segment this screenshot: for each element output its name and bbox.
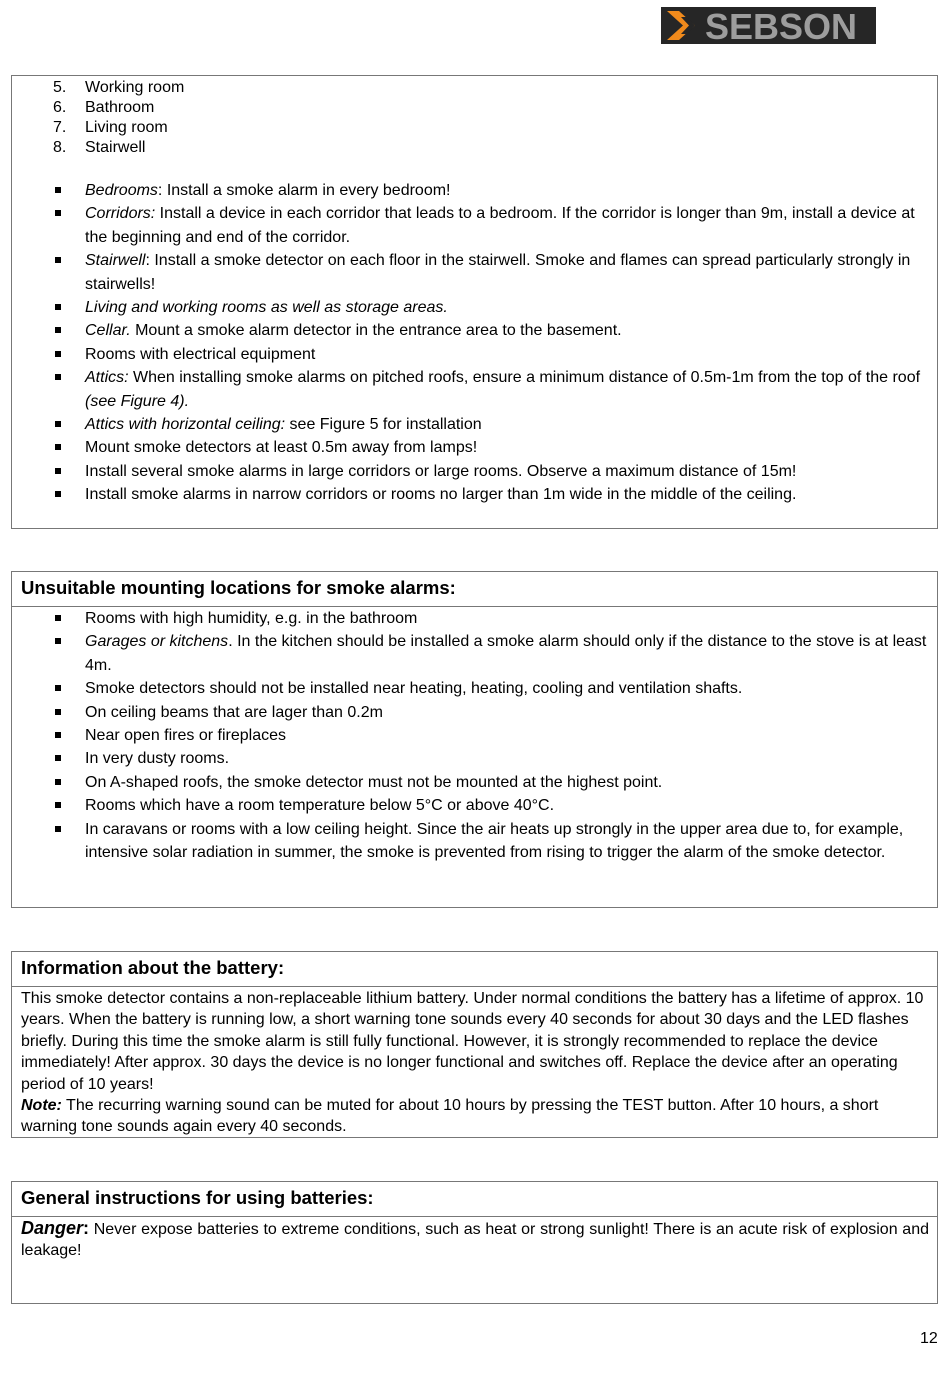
list-item: 5. Working room: [53, 79, 185, 96]
note-label: Note:: [21, 1097, 62, 1115]
list-item: Stairwell: Install a smoke detector on each floor in the stairwell. Smoke and flames can spread particularly strongly in stairwells!: [12, 249, 937, 296]
bullet-icon: [55, 802, 61, 808]
bullet-icon: [55, 779, 61, 785]
bullet-icon: [55, 444, 61, 450]
bullet-icon: [55, 304, 61, 310]
chevron-logo-icon: [665, 9, 705, 42]
list-item: In caravans or rooms with a low ceiling height. Since the air heats up strongly in the upper area due to, for example, intensive solar radiation in summer, the smoke is prevented from rising to trigger the alarm of the smoke detector.: [12, 818, 937, 865]
bullet-icon: [55, 732, 61, 738]
list-item: Garages or kitchens. In the kitchen should be installed a smoke alarm should only if the distance to the stove is at least 4m.: [12, 630, 937, 677]
bullet-icon: [55, 351, 61, 357]
list-item: Living and working rooms as well as storage areas.: [12, 296, 937, 319]
bullet-icon: [55, 187, 61, 193]
sebson-logo: [661, 6, 876, 47]
page-number: 12: [920, 1330, 938, 1347]
bullet-icon: [55, 421, 61, 427]
list-item: On A-shaped roofs, the smoke detector must not be mounted at the highest point.: [12, 771, 937, 794]
list-item: Mount smoke detectors at least 0.5m away from lamps!: [12, 436, 937, 459]
list-item: 8. Stairwell: [53, 139, 146, 156]
danger-label: Danger: [21, 1218, 84, 1238]
list-item: In very dusty rooms.: [12, 747, 937, 770]
bullet-icon: [55, 685, 61, 691]
list-item: Cellar. Mount a smoke alarm detector in the entrance area to the basement.: [12, 319, 937, 342]
bullet-icon: [55, 709, 61, 715]
bullet-icon: [55, 826, 61, 832]
list-item: 7. Living room: [53, 119, 168, 136]
unsuitable-list: [12, 607, 937, 864]
bullet-icon: [55, 210, 61, 216]
list-item: Attics: When installing smoke alarms on pitched roofs, ensure a minimum distance of 0.5m-1m from the top of the roof (see Figure 4).: [12, 366, 937, 413]
list-item: Install several smoke alarms in large corridors or large rooms. Observe a maximum distance of 15m!: [12, 460, 937, 483]
section-title: Unsuitable mounting locations for smoke alarms:: [12, 572, 937, 607]
list-item: Corridors: Install a device in each corridor that leads to a bedroom. If the corridor is longer than 9m, install a device at the beginning and end of the corridor.: [12, 202, 937, 249]
list-item: Smoke detectors should not be installed near heating, heating, cooling and ventilation shafts.: [12, 677, 937, 700]
list-item: Rooms with high humidity, e.g. in the bathroom: [12, 607, 937, 630]
danger-paragraph: Danger: Never expose batteries to extreme conditions, such as heat or strong sunlight! There is an acute risk of explosion and leakage!: [21, 1218, 929, 1260]
bullet-icon: [55, 257, 61, 263]
bullet-icon: [55, 468, 61, 474]
list-item: 6. Bathroom: [53, 99, 155, 116]
room-number-list: [12, 78, 937, 158]
section-title: General instructions for using batteries:: [12, 1182, 937, 1217]
bullet-icon: [55, 327, 61, 333]
logo-text: SEBSON: [705, 6, 858, 47]
list-item: On ceiling beams that are lager than 0.2m: [12, 701, 937, 724]
general-instructions-box: [11, 1181, 938, 1304]
battery-info-box: [11, 951, 938, 1138]
list-item: Attics with horizontal ceiling: see Figure 5 for installation: [12, 413, 937, 436]
bullet-icon: [55, 755, 61, 761]
unsuitable-locations-box: [11, 571, 938, 908]
list-item: Install smoke alarms in narrow corridors or rooms no larger than 1m wide in the middle of the ceiling.: [12, 483, 937, 506]
bullet-icon: [55, 374, 61, 380]
list-item: Rooms which have a room temperature below 5°C or above 40°C.: [12, 794, 937, 817]
list-item: Bedrooms: Install a smoke alarm in every bedroom!: [12, 179, 937, 202]
battery-paragraph: This smoke detector contains a non-replaceable lithium battery. Under normal conditions the battery has a lifetime of approx. 10 years. When the battery is running low, a short warning tone sounds every 40 seconds for about 30 days and the LED flashes briefly. During this time the smoke alarm is still fully functional. However, it is strongly recommended to replace the device immediately! After approx. 30 days the device is no longer functional and switches off. Replace the device after an operating period of 10 years! Note: The recurring warning sound can be muted for about 10 hours by pressing the TEST button. After 10 hours, a short warning tone sounds again every 40 seconds.: [21, 990, 924, 1136]
recommended-list: [12, 179, 937, 507]
bullet-icon: [55, 491, 61, 497]
section-title: Information about the battery:: [12, 952, 937, 987]
list-item: Rooms with electrical equipment: [12, 343, 937, 366]
recommended-locations-box: [11, 75, 938, 529]
bullet-icon: [55, 638, 61, 644]
bullet-icon: [55, 615, 61, 621]
list-item: Near open fires or fireplaces: [12, 724, 937, 747]
